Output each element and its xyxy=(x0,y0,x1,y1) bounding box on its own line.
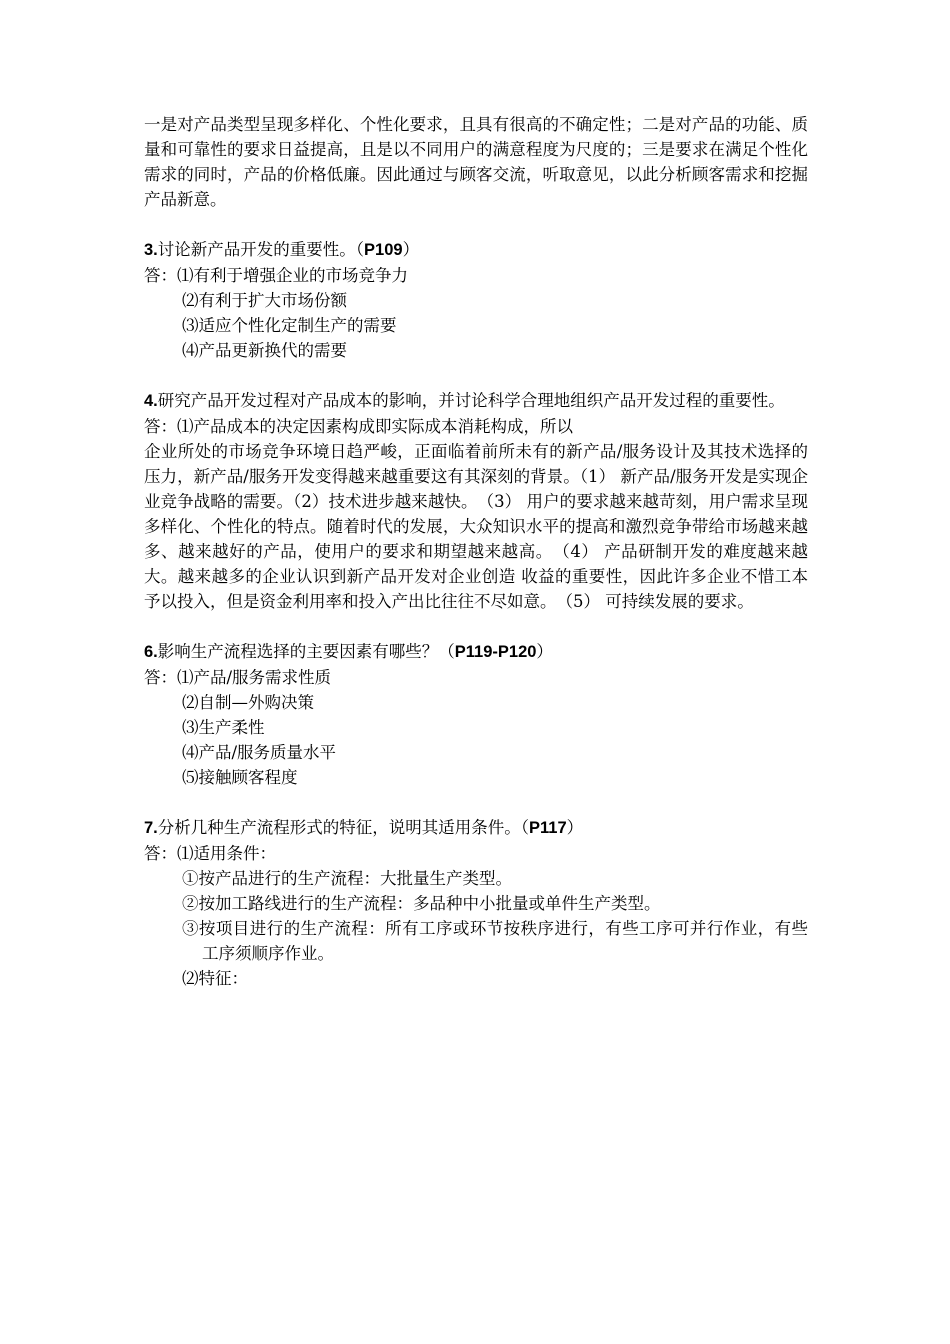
answer-item: ⑶适应个性化定制生产的需要 xyxy=(182,316,397,335)
answer-line xyxy=(144,665,808,690)
question-number: 7. xyxy=(144,819,158,837)
question-close: ） xyxy=(402,240,420,259)
answer-line xyxy=(144,263,808,288)
answer-item: ⑵特征： xyxy=(182,969,248,988)
answer-item: ⑴产品成本的决定因素构成即实际成本消耗构成，所以 xyxy=(177,417,573,436)
question-number: 3. xyxy=(144,241,158,259)
page-reference: P119-P120 xyxy=(454,643,537,661)
answer-line xyxy=(144,841,808,866)
answer-item: ⑶生产柔性 xyxy=(182,718,265,737)
question-4-title xyxy=(144,388,808,414)
answer-subitem: ②按加工路线进行的生产流程：多品种中小批量或单件生产类型。 xyxy=(182,894,661,913)
answer-line xyxy=(144,414,808,439)
question-close: ） xyxy=(566,818,584,837)
answer-item: ⑵自制—外购决策 xyxy=(182,693,314,712)
answer-item: ⑸接触顾客程度 xyxy=(182,768,298,787)
answer-item: ⑴有利于增强企业的市场竞争力 xyxy=(177,266,408,285)
question-7-title xyxy=(144,815,808,841)
question-number: 6. xyxy=(144,643,158,661)
answer-body: 企业所处的市场竞争环境日趋严峻，正面临着前所未有的新产品/服务设计及其技术选择的压力，新产品/服务开发变得越来越重要这有其深刻的背景。（1） 新产品/服务开发是实现企业竞争战略的需要。（2）技术进步越来越快。 （3） 用户的要求越来越苛刻，用户需求呈现多样化、个性化的特点。随着时代的发展，大众知识水平的提高和激烈竞争带给市场越来越多、越来越好的产品，使用户的要求和期望越来越高。 （4） 产品研制开发的难度越来越大。越来越多的企业认识到新产品开发对企业创造 收益的重要性，因此许多企业不惜工本予以投入，但是资金利用率和投入产出比往往不尽如意。 （5） 可持续发展的要求。 xyxy=(144,442,808,611)
document-page xyxy=(144,112,808,991)
question-4 xyxy=(144,388,808,614)
question-number: 4. xyxy=(144,392,158,410)
question-text: 影响生产流程选择的主要因素有哪些？（ xyxy=(157,642,455,661)
answer-prefix: 答： xyxy=(144,844,177,863)
answer-prefix: 答： xyxy=(144,266,177,285)
question-close: ） xyxy=(536,642,553,661)
answer-prefix: 答： xyxy=(144,668,177,687)
question-text: 分析几种生产流程形式的特征，说明其适用条件。（ xyxy=(157,818,530,837)
page-reference: P117 xyxy=(529,819,567,837)
answer-prefix: 答： xyxy=(144,417,177,436)
answer-subitem: ①按产品进行的生产流程：大批量生产类型。 xyxy=(182,869,512,888)
question-6 xyxy=(144,639,808,790)
answer-item: ⑵有利于扩大市场份额 xyxy=(182,291,347,310)
page-reference: P109 xyxy=(364,241,403,259)
intro-paragraph: 一是对产品类型呈现多样化、个性化要求，且具有很高的不确定性；二是对产品的功能、质量和可靠性的要求日益提高，且是以不同用户的满意程度为尺度的；三是要求在满足个性化需求的同时，产品的价格低廉。因此通过与顾客交流，听取意见，以此分析顾客需求和挖掘产品新意。 xyxy=(144,115,808,209)
question-3-title xyxy=(144,237,808,263)
question-3 xyxy=(144,237,808,363)
question-7 xyxy=(144,815,808,991)
answer-subitem: ③按项目进行的生产流程：所有工序或环节按秩序进行，有些工序可并行作业，有些工序须顺序作业。 xyxy=(182,919,808,963)
question-text: 研究产品开发过程对产品成本的影响，并讨论科学合理地组织产品开发过程的重要性。 xyxy=(157,391,785,410)
answer-item: ⑴产品/服务需求性质 xyxy=(177,668,332,687)
question-text: 讨论新产品开发的重要性。（ xyxy=(157,240,365,259)
answer-item: ⑴适用条件： xyxy=(177,844,276,863)
answer-item: ⑷产品更新换代的需要 xyxy=(182,341,347,360)
question-6-title xyxy=(144,639,808,665)
answer-item: ⑷产品/服务质量水平 xyxy=(182,743,337,762)
